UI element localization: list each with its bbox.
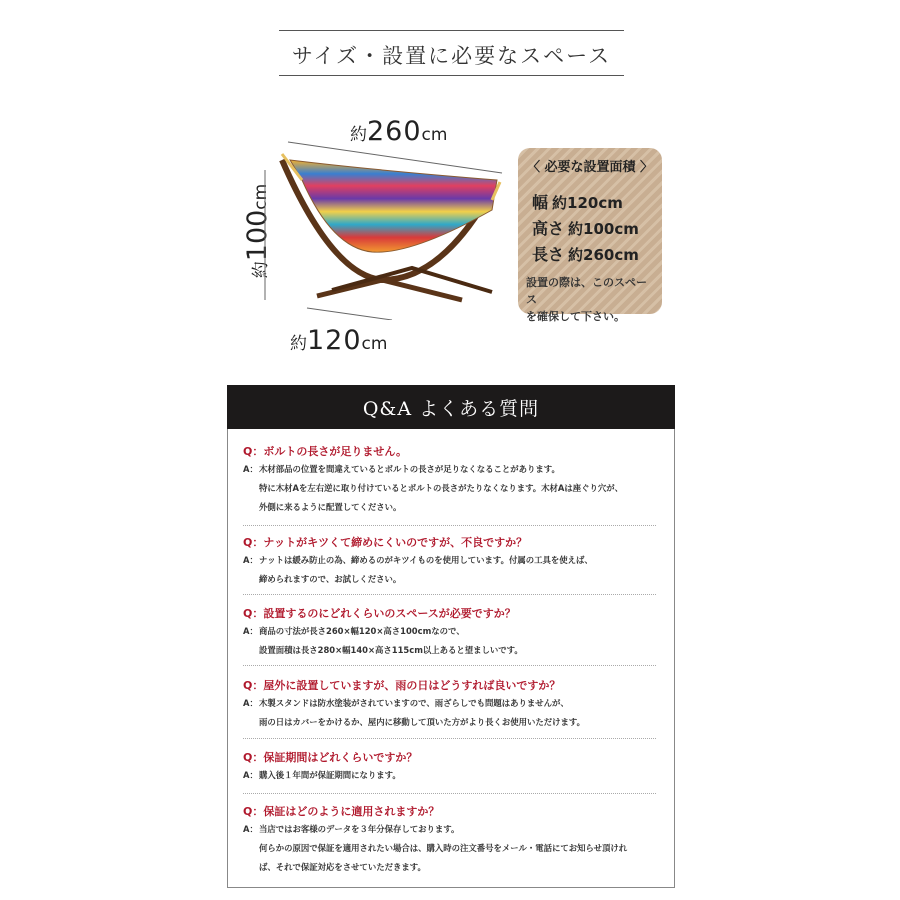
required-area-title: 〈 必要な設置面積 〉 xyxy=(526,160,654,175)
hammock-fabric xyxy=(290,160,497,252)
qa-divider xyxy=(243,793,656,794)
row-value: 約260cm xyxy=(568,246,639,264)
height-value: 100 xyxy=(242,209,273,262)
qa-answer-line xyxy=(243,622,663,641)
qa-answer-line: 締められますので、お試しください。 xyxy=(259,574,402,584)
answer-text: 購入後１年間が保証期間になります。 xyxy=(259,770,401,780)
width-value: 260 xyxy=(367,116,422,147)
qa-item xyxy=(243,535,663,589)
qa-answer-line xyxy=(243,460,663,479)
answer-prefix: A： xyxy=(243,555,258,565)
answer-prefix: A： xyxy=(243,698,258,708)
qa-question: Q：保証はどのように適用されますか？ xyxy=(243,805,440,818)
qa-item xyxy=(243,606,663,660)
qa-answer-line: 設置面積は長さ280×幅140×高さ115cm以上あると望ましいです。 xyxy=(259,645,523,655)
section-title-block xyxy=(279,30,624,76)
row-value: 約100cm xyxy=(568,220,639,238)
required-area-row-width xyxy=(532,190,623,213)
row-key: 高さ xyxy=(532,219,565,238)
width-unit: cm xyxy=(421,125,448,145)
qa-answer-line: ば、それで保証対応をさせていただきます。 xyxy=(259,862,426,872)
answer-text: ナットは緩み防止の為、締めるのがキツイものを使用しています。付属の工具を使えば、 xyxy=(259,555,593,565)
title-rule-top xyxy=(279,30,624,31)
answer-text: 木製スタンドは防水塗装がされていますので、雨ざらしでも問題はありませんが、 xyxy=(259,698,569,708)
section-title: サイズ・設置に必要なスペース xyxy=(291,44,612,68)
depth-unit: cm xyxy=(361,334,388,354)
depth-dimension-label xyxy=(290,325,387,356)
answer-prefix: A： xyxy=(243,626,258,636)
row-key: 長さ xyxy=(532,245,565,264)
qa-divider xyxy=(243,665,656,666)
required-area-row-length xyxy=(532,242,639,265)
qa-item xyxy=(243,804,663,877)
qa-question: Q：屋外に設置していますが、雨の日はどうすれば良いですか？ xyxy=(243,679,561,692)
answer-text: 木材部品の位置を間違えているとボルトの長さが足りなくなることがあります。 xyxy=(259,464,560,474)
qa-answer-line xyxy=(243,820,663,839)
qa-item xyxy=(243,444,663,517)
required-area-note xyxy=(526,274,656,325)
answer-text: 当店ではお客様のデータを３年分保存しております。 xyxy=(259,824,460,834)
row-value: 約120cm xyxy=(552,194,623,212)
qa-answer-line: 何らかの原因で保証を適用されたい場合は、購入時の注文番号をメール・電話にてお知らせ頂けれ xyxy=(259,843,628,853)
qa-answer-line xyxy=(243,551,663,570)
note-line: 設置の際は、このスペース xyxy=(526,276,647,306)
answer-prefix: A： xyxy=(243,824,258,834)
width-prefix: 約 xyxy=(350,125,367,145)
qa-answer-line: 外側に来るように配置してください。 xyxy=(259,502,402,512)
answer-text: 商品の寸法が長さ260×幅120×高さ100cmなので、 xyxy=(259,626,465,636)
qa-divider xyxy=(243,738,656,739)
qa-question: Q：ナットがキツくて締めにくいのですが、不良ですか？ xyxy=(243,536,528,549)
depth-value: 120 xyxy=(307,325,362,356)
qa-question: Q：保証期間はどれくらいですか？ xyxy=(243,751,418,764)
required-area-row-height xyxy=(532,216,639,239)
qa-item xyxy=(243,678,663,732)
qa-divider xyxy=(243,525,656,526)
answer-prefix: A： xyxy=(243,770,258,780)
required-area-box xyxy=(518,148,662,323)
qa-divider xyxy=(243,594,656,595)
qa-question: Q：設置するのにどれくらいのスペースが必要ですか？ xyxy=(243,607,516,620)
hammock-illustration xyxy=(262,140,512,320)
height-unit: cm xyxy=(251,183,271,210)
note-line: を確保して下さい。 xyxy=(526,310,625,323)
qa-answer-line xyxy=(243,766,663,785)
qa-item xyxy=(243,750,663,785)
qa-question: Q：ボルトの長さが足りません。 xyxy=(243,445,408,458)
qa-answer-line xyxy=(243,694,663,713)
qa-header xyxy=(227,385,675,429)
qa-answer-line: 雨の日はカバーをかけるか、屋内に移動して頂いた方がより長くお使用いただけます。 xyxy=(259,717,585,727)
qa-header-title: Q&A よくある質問 xyxy=(362,398,540,420)
height-prefix: 約 xyxy=(251,261,271,279)
answer-prefix: A： xyxy=(243,464,258,474)
qa-answer-line: 特に木材Aを左右逆に取り付けているとボルトの長さがたりなくなります。木材Aは座ぐり穴が、 xyxy=(259,483,624,493)
row-key: 幅 xyxy=(532,193,549,212)
depth-prefix: 約 xyxy=(290,334,307,354)
title-rule-bottom xyxy=(279,75,624,76)
depth-arrow xyxy=(307,308,392,320)
